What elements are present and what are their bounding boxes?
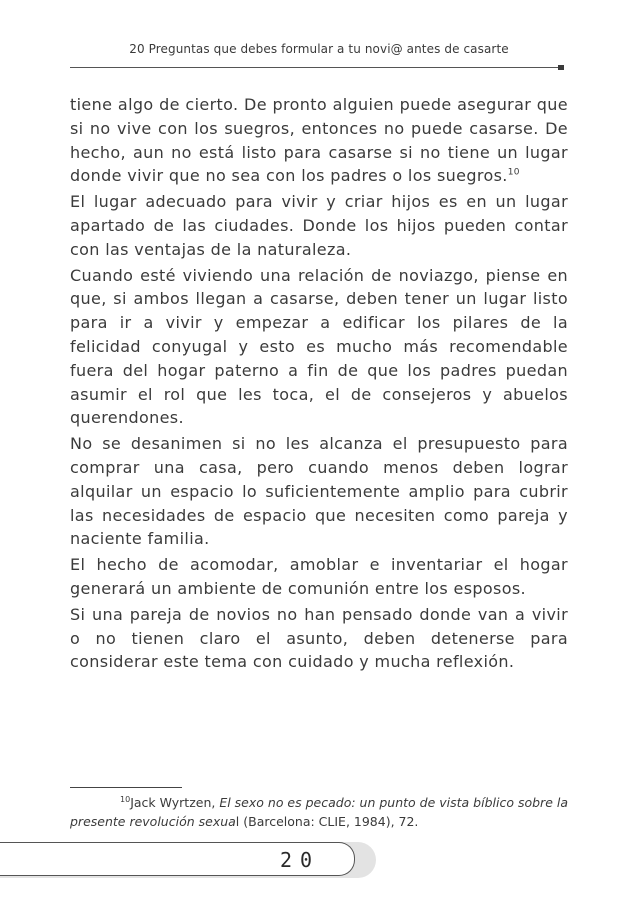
footnote (70, 793, 568, 831)
footnote-publication: l (Barcelona: CLIE, 1984), 72. (235, 814, 419, 829)
footnote-number: 10 (120, 794, 131, 804)
paragraph-5: El hecho de acomodar, amoblar e inventariar el hogar generará un ambiente de comunión entre los esposos. (70, 555, 568, 598)
paragraph-1-text: tiene algo de cierto. De pronto alguien puede asegurar que si no vive con los suegros, entonces no puede casarse. De hecho, aun no está listo para casarse si no tiene un lugar donde vivir que no sea con los padres o los suegros. (70, 95, 568, 186)
running-header: 20 Preguntas que debes formular a tu novi@ antes de casarte (129, 42, 509, 56)
footnote-reference[interactable]: 10 (507, 168, 520, 179)
paragraph-4: No se desanimen si no les alcanza el presupuesto para comprar una casa, pero cuando menos deben lograr alquilar un espacio lo suficientemente amplio para cubrir las necesidades de espacio que necesiten como pareja y naciente familia. (70, 434, 568, 549)
header-divider (70, 67, 558, 68)
paragraph-3: Cuando esté viviendo una relación de noviazgo, piense en que, si ambos llegan a casarse, deben tener un lugar listo para ir a vivir y empezar a edificar los pilares de la felicidad conyugal y esto es mucho más recomendable fuera del hogar paterno a fin de que los padres puedan asumir el rol que les toca, el de consejeros y abuelos querendones. (70, 265, 568, 428)
footnote-title: El sexo no es pecado: un punto de vista bíblico sobre la presente revolución sexua (70, 795, 568, 829)
paragraph-6: Si una pareja de novios no han pensado donde van a vivir o no tienen claro el asunto, deben detenerse para considerar este tema con cuidado y mucha reflexión. (70, 604, 568, 672)
main-text (70, 93, 568, 676)
paragraph-1 (70, 93, 568, 188)
footnote-divider (70, 787, 182, 788)
paragraph-2: El lugar adecuado para vivir y criar hijos es en un lugar apartado de las ciudades. Donde los hijos pueden contar con las ventajas de la naturaleza. (70, 192, 568, 259)
page-number: 20 (279, 848, 321, 872)
header-divider-end-mark (558, 65, 564, 70)
footnote-author: Jack Wyrtzen, (130, 795, 220, 810)
